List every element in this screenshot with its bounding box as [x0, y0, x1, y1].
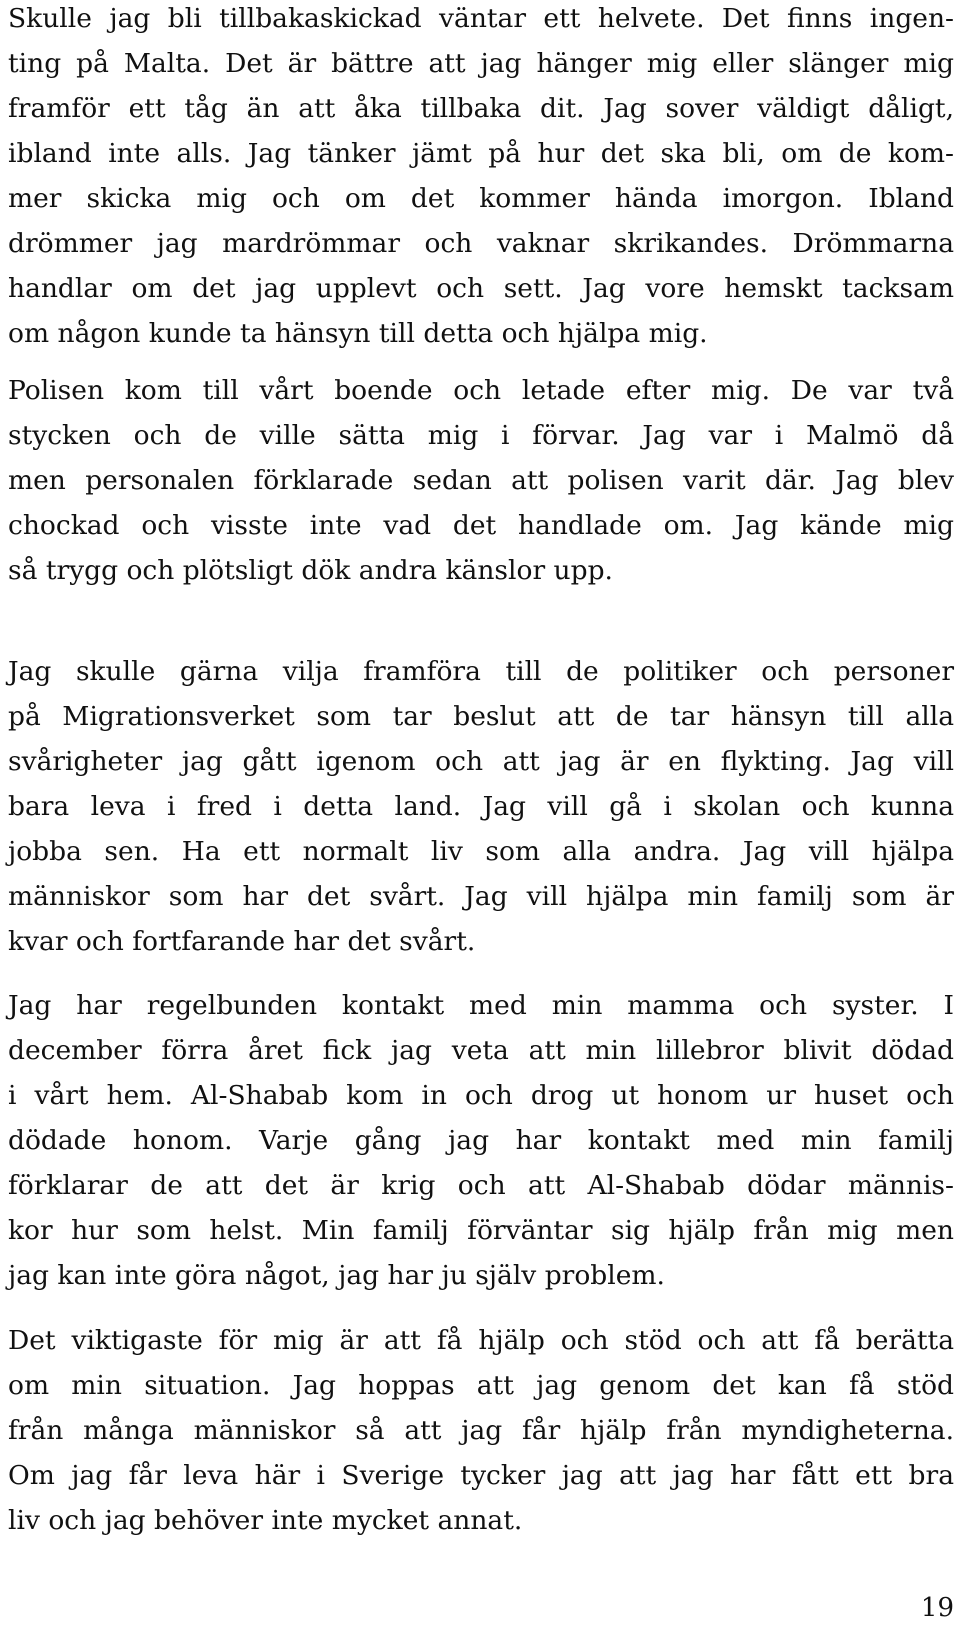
- text-line: ting på Malta. Det är bättre att jag hänger mig eller slänger mig: [8, 48, 954, 79]
- text-line: från många människor så att jag får hjälp från myndigheterna.: [8, 1415, 954, 1446]
- text-line: om någon kunde ta hänsyn till detta och hjälpa mig.: [8, 318, 708, 349]
- text-line: Skulle jag bli tillbakaskickad väntar ett helvete. Det finns ingen-: [8, 3, 954, 34]
- text-line: mer skicka mig och om det kommer hända imorgon. Ibland: [8, 183, 954, 214]
- paragraph-3: [8, 649, 954, 964]
- text-line: så trygg och plötsligt dök andra känslor upp.: [8, 555, 613, 586]
- text-line: framför ett tåg än att åka tillbaka dit. Jag sover väldigt dåligt,: [8, 93, 954, 124]
- text-line: december förra året fick jag veta att min lillebror blivit dödad: [8, 1035, 954, 1066]
- text-line: jag kan inte göra något, jag har ju själv problem.: [8, 1260, 665, 1291]
- text-line: men personalen förklarade sedan att polisen varit där. Jag blev: [8, 465, 954, 496]
- text-line: om min situation. Jag hoppas att jag genom det kan få stöd: [8, 1370, 954, 1401]
- text-line: drömmer jag mardrömmar och vaknar skrikandes. Drömmarna: [8, 228, 954, 259]
- text-line: Jag har regelbunden kontakt med min mamma och syster. I: [8, 990, 954, 1021]
- text-line: människor som har det svårt. Jag vill hjälpa min familj som är: [8, 881, 954, 912]
- text-line: kvar och fortfarande har det svårt.: [8, 926, 476, 957]
- text-line: på Migrationsverket som tar beslut att de tar hänsyn till alla: [8, 701, 954, 732]
- paragraph-2: [8, 368, 954, 593]
- text-line: Det viktigaste för mig är att få hjälp och stöd och att få berätta: [8, 1325, 954, 1356]
- text-line: liv och jag behöver inte mycket annat.: [8, 1505, 523, 1536]
- text-line: Jag skulle gärna vilja framföra till de politiker och personer: [8, 656, 954, 687]
- text-line: svårigheter jag gått igenom och att jag är en flykting. Jag vill: [8, 746, 954, 777]
- text-line: handlar om det jag upplevt och sett. Jag vore hemskt tacksam: [8, 273, 954, 304]
- text-line: jobba sen. Ha ett normalt liv som alla andra. Jag vill hjälpa: [8, 836, 954, 867]
- text-line: Polisen kom till vårt boende och letade efter mig. De var två: [8, 375, 954, 406]
- text-line: bara leva i fred i detta land. Jag vill gå i skolan och kunna: [8, 791, 954, 822]
- paragraph-5: [8, 1318, 954, 1543]
- text-line: kor hur som helst. Min familj förväntar sig hjälp från mig men: [8, 1215, 954, 1246]
- text-line: i vårt hem. Al-Shabab kom in och drog ut honom ur huset och: [8, 1080, 954, 1111]
- text-line: chockad och visste inte vad det handlade om. Jag kände mig: [8, 510, 954, 541]
- paragraph-4: [8, 983, 954, 1298]
- text-line: stycken och de ville sätta mig i förvar. Jag var i Malmö då: [8, 420, 954, 451]
- text-line: Om jag får leva här i Sverige tycker jag att jag har fått ett bra: [8, 1460, 954, 1491]
- text-line: ibland inte alls. Jag tänker jämt på hur det ska bli, om de kom-: [8, 138, 954, 169]
- text-line: dödade honom. Varje gång jag har kontakt med min familj: [8, 1125, 954, 1156]
- page-number: 19: [920, 1593, 954, 1623]
- text-line: förklarar de att det är krig och att Al-Shabab dödar männis-: [8, 1170, 954, 1201]
- paragraph-1: [8, 0, 954, 356]
